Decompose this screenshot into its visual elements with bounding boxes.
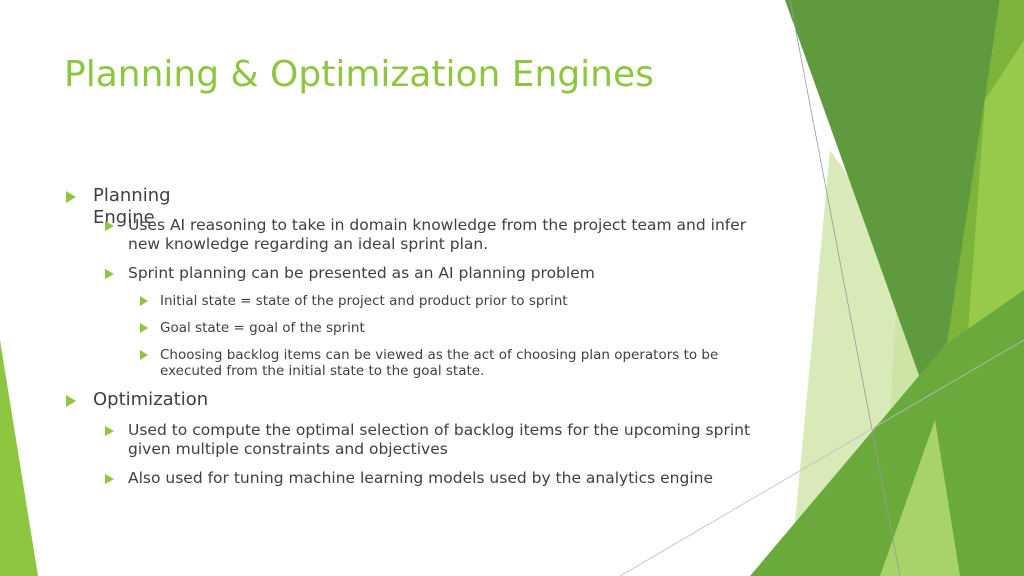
slide-title: Planning & Optimization Engines	[64, 54, 654, 95]
bullet-text: Goal state = goal of the sprint	[160, 320, 365, 336]
bullet-text: Uses AI reasoning to take in domain knowledge from the project team and infer new knowledge regarding an ideal sprint plan.	[128, 216, 747, 253]
bullet-text: Also used for tuning machine learning models used by the analytics engine	[128, 469, 713, 487]
bullet-text: Optimization	[93, 389, 209, 410]
bullet-sprint-planning	[105, 264, 768, 283]
triangle-bullet-icon	[66, 191, 76, 203]
bullet-text: Used to compute the optimal selection of backlog items for the upcoming sprint given multiple constraints and objectives	[128, 421, 751, 458]
left-green-sliver	[0, 340, 38, 576]
bullet-text: Initial state = state of the project and product prior to sprint	[160, 293, 568, 309]
triangle-bullet-icon	[140, 350, 148, 360]
bullet-text: Planning Engine	[93, 185, 171, 228]
bullet-goal-state	[140, 320, 750, 336]
triangle-bullet-icon	[140, 323, 148, 333]
bullet-initial-state	[140, 293, 750, 309]
bullet-choosing-backlog	[140, 347, 750, 379]
triangle-bullet-icon	[105, 474, 114, 484]
triangle-bullet-icon	[66, 395, 76, 407]
triangle-bullet-icon	[140, 296, 148, 306]
bullet-text: Choosing backlog items can be viewed as the act of choosing plan operators to be executed from the initial state to the goal state.	[160, 347, 719, 379]
bullet-optimal-selection	[105, 421, 768, 459]
bullet-text: Sprint planning can be presented as an AI planning problem	[128, 264, 595, 282]
bullet-ai-reasoning	[105, 216, 768, 254]
triangle-bullet-icon	[105, 269, 114, 279]
triangle-bullet-icon	[105, 426, 114, 436]
bullet-tuning-models	[105, 469, 768, 488]
bullet-optimization	[66, 389, 208, 411]
triangle-bullet-icon	[105, 221, 114, 231]
